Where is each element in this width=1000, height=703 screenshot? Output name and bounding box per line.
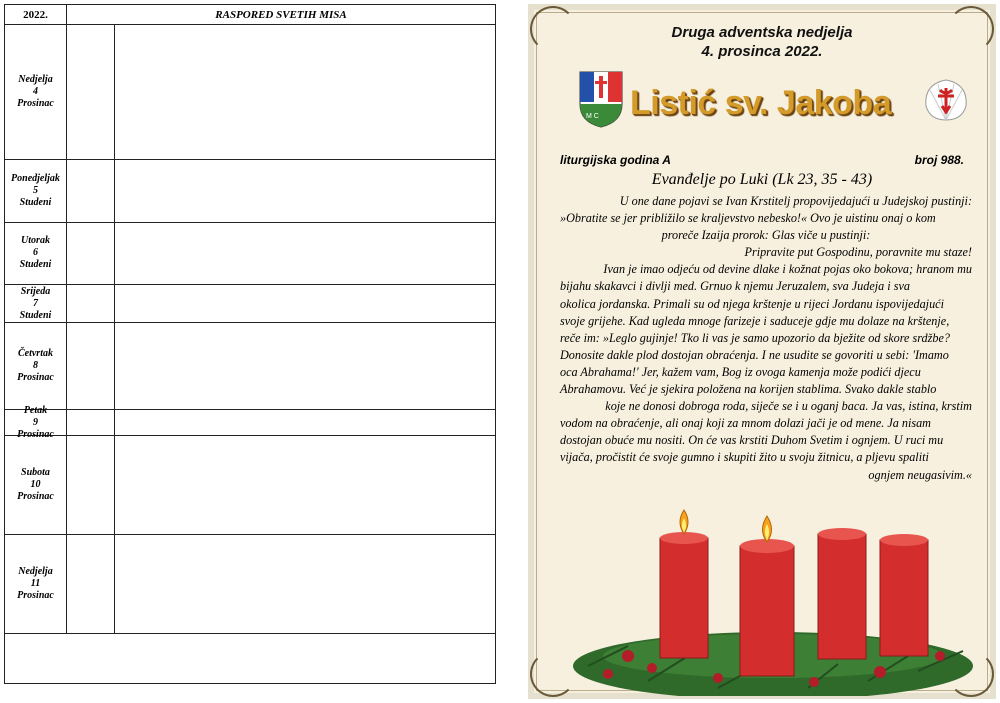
- day-label-line: 11: [30, 577, 41, 589]
- day-label: [5, 404, 67, 440]
- gospel-line: bijahu skakavci i divlji med. Grnuo k njemu Jeruzalem, sva Judeja i sva: [560, 279, 910, 294]
- gospel-line: ognjem neugasivim.«: [868, 467, 972, 482]
- day-label: [5, 436, 67, 534]
- day-label-line: 8: [32, 360, 38, 372]
- gospel-line: Donosite dakle plod dostojan obraćenja. I ne usudite se govoriti u sebi: 'Imamo: [560, 347, 949, 362]
- gospel-line: »Obratite se jer približilo se kraljevstvo nebesko!« Ovo je uistinu onaj o kom: [560, 211, 936, 226]
- time-column: [67, 160, 115, 222]
- day-label: [5, 160, 67, 222]
- gospel-line: U one dane pojavi se Ivan Krstitelj propovijedajući u Judejskoj pustinji:: [619, 194, 972, 208]
- mass-schedule-table: [4, 4, 496, 684]
- schedule-header: [5, 5, 495, 25]
- gospel-line: dostojan obuće mu nositi. On će vas krstiti Duhom Svetim i ognjem. U ruci mu: [560, 433, 944, 448]
- time-column: [67, 223, 115, 285]
- day-label-line: Prosinac: [17, 589, 54, 601]
- schedule-title: RASPORED SVETIH MISA: [215, 9, 347, 21]
- bulletin-page: [528, 4, 996, 699]
- gospel-text: [560, 193, 972, 484]
- day-label-line: 6: [33, 247, 38, 259]
- day-label-line: Ponedjeljak: [11, 172, 60, 184]
- gospel-title: Evanđelje po Luki (Lk 23, 35 - 43): [651, 171, 873, 188]
- scallop-shell-icon: [922, 76, 970, 124]
- day-label-line: 9: [32, 416, 38, 428]
- day-label-line: Prosinac: [17, 372, 54, 384]
- day-label-line: Srijeda: [20, 285, 51, 297]
- liturgical-year: liturgijska godina A: [560, 153, 671, 167]
- time-column: [67, 436, 115, 534]
- day-label-line: Petak: [23, 404, 48, 416]
- parish-crest-icon: [578, 70, 624, 128]
- issue-number: broj 988.: [914, 153, 964, 167]
- schedule-day: [5, 223, 495, 286]
- bulletin-date: 4. prosinca 2022.: [701, 43, 823, 60]
- gospel-line: Pripravite put Gospodinu, poravnite mu staze!: [744, 245, 972, 260]
- schedule-year: 2022.: [5, 5, 67, 25]
- svg-text:M C: M C: [586, 113, 599, 120]
- day-label-line: Utorak: [21, 235, 50, 247]
- bulletin-logo: Listić sv. Jakoba: [630, 84, 892, 122]
- schedule-day: [5, 535, 495, 634]
- day-label-line: Subota: [21, 467, 50, 479]
- gospel-line: svoje grijehe. Kad ugleda mnoge farizeje i saduceje gdje mu dolaze na krštenje,: [560, 313, 950, 328]
- gospel-line: vodom na obraćenje, ali onaj koji za mnom dolazi jači je od mene. Ja nisam: [560, 416, 931, 431]
- day-label-line: Nedjelja: [18, 74, 53, 86]
- day-label-line: Prosinac: [17, 98, 54, 110]
- advent-wreath-illustration: [568, 506, 978, 696]
- gospel-line: vijača, pročistit će svoje gumno i skupiti žito u svoju žitnicu, a pljevu spaliti: [560, 450, 929, 465]
- day-label-line: 4: [32, 86, 38, 98]
- day-label-line: 5: [32, 184, 38, 196]
- schedule-day: [5, 323, 495, 410]
- schedule-day: [5, 404, 495, 440]
- gospel-line: Abrahamovu. Već je sjekira položena na korijen stablima. Svako dakle stablo: [560, 382, 937, 397]
- day-label-line: Prosinac: [17, 428, 54, 440]
- day-label: [5, 285, 67, 322]
- day-label: [5, 223, 67, 285]
- gospel-line: proreče Izaija prorok: Glas viče u pustinji:: [661, 228, 871, 243]
- day-label-line: Studeni: [19, 259, 52, 271]
- time-column: [67, 285, 115, 322]
- day-label-line: Prosinac: [17, 491, 54, 503]
- gospel-line: koje ne donosi dobroga roda, siječe se i u oganj baca. Ja vas, istina, krstim: [605, 399, 972, 414]
- day-label-line: Studeni: [19, 309, 52, 321]
- gospel-line: okolica jordanska. Primali su od njega krštenje u rijeci Jordanu ispovijedajući: [560, 296, 944, 311]
- day-label-line: 7: [33, 297, 38, 309]
- day-label-line: Studeni: [19, 196, 52, 208]
- gospel-line: reče im: »Leglo gujinje! Tko li vas je samo upozorio da bježite od skore srdžbe?: [560, 330, 950, 345]
- day-label-line: Nedjelja: [18, 565, 53, 577]
- day-label: [5, 323, 67, 409]
- schedule-day: [5, 25, 495, 160]
- day-label-line: 10: [30, 479, 41, 491]
- gospel-line: oca Abrahama!' Jer, kažem vam, Bog iz ovoga kamenja može podići djecu: [560, 364, 921, 379]
- schedule-day: [5, 436, 495, 535]
- day-label-line: Četvrtak: [17, 348, 53, 360]
- day-label: [5, 25, 67, 159]
- time-column: [67, 535, 115, 633]
- time-column: [67, 25, 115, 159]
- schedule-day: [5, 160, 495, 223]
- gospel-line: Ivan je imao odjeću od devine dlake i kožnat pojas oko bokova; hranom mu: [603, 262, 972, 277]
- day-label: [5, 535, 67, 633]
- bulletin-title: Druga adventska nedjelja: [671, 24, 853, 41]
- schedule-day: [5, 285, 495, 323]
- time-column: [67, 323, 115, 409]
- time-column: [67, 410, 115, 435]
